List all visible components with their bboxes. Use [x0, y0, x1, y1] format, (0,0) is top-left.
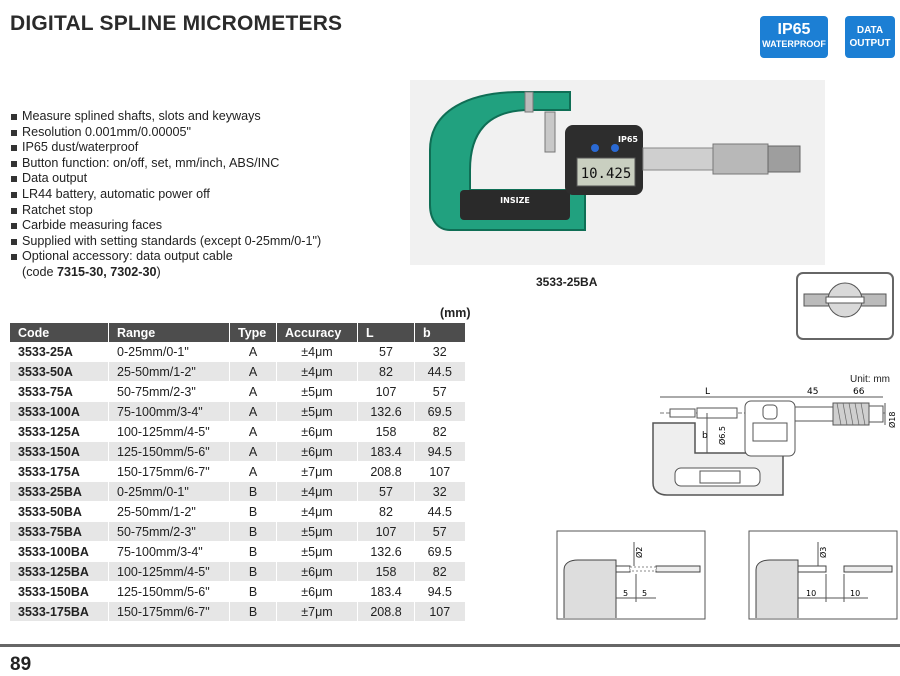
table-cell: ±5μm — [277, 542, 358, 562]
table-cell: ±5μm — [277, 522, 358, 542]
table-cell: 132.6 — [358, 542, 415, 562]
table-row — [10, 542, 465, 562]
col-header-b: b — [415, 323, 466, 342]
table-cell: A — [230, 382, 277, 402]
feature-item: IP65 dust/waterproof — [10, 140, 321, 156]
feature-item: Optional accessory: data output cable — [10, 249, 321, 265]
dim-66: 66 — [853, 387, 865, 397]
dim-b: b — [702, 431, 708, 441]
table-cell: 94.5 — [415, 582, 466, 602]
footer-rule — [0, 644, 900, 647]
ip65-badge-subtitle: WATERPROOF — [762, 39, 826, 49]
table-cell: A — [230, 362, 277, 382]
spec-table — [10, 323, 466, 622]
table-cell: 150-175mm/6-7" — [109, 462, 230, 482]
table-row — [10, 502, 465, 522]
table-cell: 150-175mm/6-7" — [109, 602, 230, 622]
table-cell: 82 — [358, 502, 415, 522]
display-reading: 10.425 — [580, 166, 632, 182]
table-cell: 3533-175A — [10, 462, 109, 482]
type-a-width2: 5 — [642, 589, 648, 598]
table-cell: 82 — [415, 422, 466, 442]
table-row — [10, 362, 465, 382]
table-cell: 3533-50BA — [10, 502, 109, 522]
table-cell: 3533-75A — [10, 382, 109, 402]
table-cell: 57 — [415, 382, 466, 402]
device-ip-label: IP65 — [618, 135, 638, 144]
table-cell: ±5μm — [277, 402, 358, 422]
type-b-width1: 10 — [806, 589, 817, 598]
dim-phi18: Ø18 — [888, 411, 897, 428]
table-cell: B — [230, 562, 277, 582]
feature-item: Measure splined shafts, slots and keyways — [10, 109, 321, 125]
table-cell: 3533-25BA — [10, 482, 109, 502]
col-header-accuracy: Accuracy — [277, 323, 358, 342]
table-cell: 69.5 — [415, 402, 466, 422]
table-cell: 82 — [358, 362, 415, 382]
feature-list — [10, 109, 321, 281]
feature-item: LR44 battery, automatic power off — [10, 187, 321, 203]
feature-item: Data output — [10, 171, 321, 187]
table-cell: 100-125mm/4-5" — [109, 422, 230, 442]
table-cell: 100-125mm/4-5" — [109, 562, 230, 582]
table-cell: 107 — [358, 382, 415, 402]
table-unit: (mm) — [440, 306, 471, 320]
table-cell: 50-75mm/2-3" — [109, 522, 230, 542]
table-cell: ±4μm — [277, 502, 358, 522]
table-cell: 183.4 — [358, 442, 415, 462]
table-row — [10, 582, 465, 602]
table-cell: 158 — [358, 562, 415, 582]
table-cell: 107 — [415, 602, 466, 622]
table-cell: A — [230, 402, 277, 422]
unit-label: Unit: mm — [850, 374, 890, 385]
table-cell: 3533-125BA — [10, 562, 109, 582]
table-cell: 94.5 — [415, 442, 466, 462]
table-cell: ±4μm — [277, 342, 358, 362]
feature-note-codes: 7315-30, 7302-30 — [57, 264, 157, 279]
table-cell: ±4μm — [277, 362, 358, 382]
table-cell: 32 — [415, 482, 466, 502]
table-cell: 3533-50A — [10, 362, 109, 382]
table-cell: ±6μm — [277, 582, 358, 602]
type-a-diagram — [556, 530, 706, 620]
table-cell: 69.5 — [415, 542, 466, 562]
table-row — [10, 382, 465, 402]
table-cell: 3533-25A — [10, 342, 109, 362]
feature-item: Button function: on/off, set, mm/inch, ABS/INC — [10, 156, 321, 172]
col-header-type: Type — [230, 323, 277, 342]
table-row — [10, 342, 465, 362]
table-cell: ±4μm — [277, 482, 358, 502]
table-cell: 44.5 — [415, 502, 466, 522]
table-cell: 3533-100BA — [10, 542, 109, 562]
table-cell: 32 — [415, 342, 466, 362]
table-cell: ±7μm — [277, 602, 358, 622]
product-caption: 3533-25BA — [536, 275, 598, 289]
product-photo — [410, 80, 825, 265]
table-row — [10, 482, 465, 502]
data-output-badge-line2: OUTPUT — [849, 38, 891, 49]
ip65-badge-title: IP65 — [777, 21, 811, 38]
table-cell: 50-75mm/2-3" — [109, 382, 230, 402]
feature-note-suffix: ) — [156, 264, 161, 279]
feature-note — [10, 265, 321, 281]
table-row — [10, 562, 465, 582]
col-header-l: L — [358, 323, 415, 342]
table-cell: 183.4 — [358, 582, 415, 602]
feature-item: Carbide measuring faces — [10, 218, 321, 234]
col-header-range: Range — [109, 323, 230, 342]
table-cell: 44.5 — [415, 362, 466, 382]
table-row — [10, 522, 465, 542]
ip65-badge — [760, 16, 828, 58]
dim-l: L — [705, 387, 711, 397]
col-header-code: Code — [10, 323, 109, 342]
table-cell: 82 — [415, 562, 466, 582]
table-cell: B — [230, 542, 277, 562]
feature-item: Ratchet stop — [10, 203, 321, 219]
data-output-badge-line1: DATA — [856, 25, 884, 36]
table-cell: 57 — [415, 522, 466, 542]
spec-table-body — [10, 342, 465, 622]
table-cell: 208.8 — [358, 462, 415, 482]
feature-note-prefix: (code — [22, 264, 58, 279]
table-cell: 3533-125A — [10, 422, 109, 442]
table-row — [10, 402, 465, 422]
page-title: DIGITAL SPLINE MICROMETERS — [10, 12, 343, 35]
table-cell: A — [230, 342, 277, 362]
table-row — [10, 422, 465, 442]
table-cell: 75-100mm/3-4" — [109, 542, 230, 562]
brand-label: INSIZE — [500, 196, 530, 205]
table-cell: 0-25mm/0-1" — [109, 482, 230, 502]
table-cell: B — [230, 482, 277, 502]
table-cell: 3533-150BA — [10, 582, 109, 602]
table-cell: ±6μm — [277, 442, 358, 462]
dimension-drawing — [645, 383, 900, 498]
dim-45: 45 — [807, 387, 819, 397]
table-cell: 3533-150A — [10, 442, 109, 462]
data-output-badge — [845, 16, 895, 58]
type-a-width1: 5 — [623, 589, 629, 598]
table-cell: B — [230, 582, 277, 602]
table-cell: 25-50mm/1-2" — [109, 502, 230, 522]
table-cell: 25-50mm/1-2" — [109, 362, 230, 382]
table-cell: A — [230, 422, 277, 442]
type-b-width2: 10 — [850, 589, 861, 598]
table-cell: 57 — [358, 342, 415, 362]
feature-item: Resolution 0.001mm/0.00005" — [10, 125, 321, 141]
dim-phi65: Ø6.5 — [718, 425, 727, 445]
feature-item: Supplied with setting standards (except 0-25mm/0-1") — [10, 234, 321, 250]
table-cell: 3533-75BA — [10, 522, 109, 542]
page-number: 89 — [10, 654, 32, 675]
table-row — [10, 462, 465, 482]
type-a-diameter: Ø2 — [635, 546, 644, 558]
table-cell: ±5μm — [277, 382, 358, 402]
type-b-diameter: Ø3 — [819, 546, 828, 558]
table-row — [10, 602, 465, 622]
table-cell: 3533-175BA — [10, 602, 109, 622]
table-cell: B — [230, 522, 277, 542]
type-b-diagram — [748, 530, 898, 620]
table-cell: 57 — [358, 482, 415, 502]
table-cell: A — [230, 462, 277, 482]
table-cell: ±7μm — [277, 462, 358, 482]
table-cell: 3533-100A — [10, 402, 109, 422]
table-cell: 0-25mm/0-1" — [109, 342, 230, 362]
table-cell: B — [230, 502, 277, 522]
table-cell: 158 — [358, 422, 415, 442]
micrometer-illustration — [410, 80, 825, 265]
table-cell: ±6μm — [277, 422, 358, 442]
table-cell: ±6μm — [277, 562, 358, 582]
table-cell: A — [230, 442, 277, 462]
table-cell: 107 — [358, 522, 415, 542]
table-cell: B — [230, 602, 277, 622]
table-row — [10, 442, 465, 462]
table-cell: 132.6 — [358, 402, 415, 422]
anvil-detail-diagram — [796, 272, 894, 340]
table-cell: 208.8 — [358, 602, 415, 622]
table-cell: 125-150mm/5-6" — [109, 582, 230, 602]
table-cell: 125-150mm/5-6" — [109, 442, 230, 462]
table-cell: 75-100mm/3-4" — [109, 402, 230, 422]
table-cell: 107 — [415, 462, 466, 482]
